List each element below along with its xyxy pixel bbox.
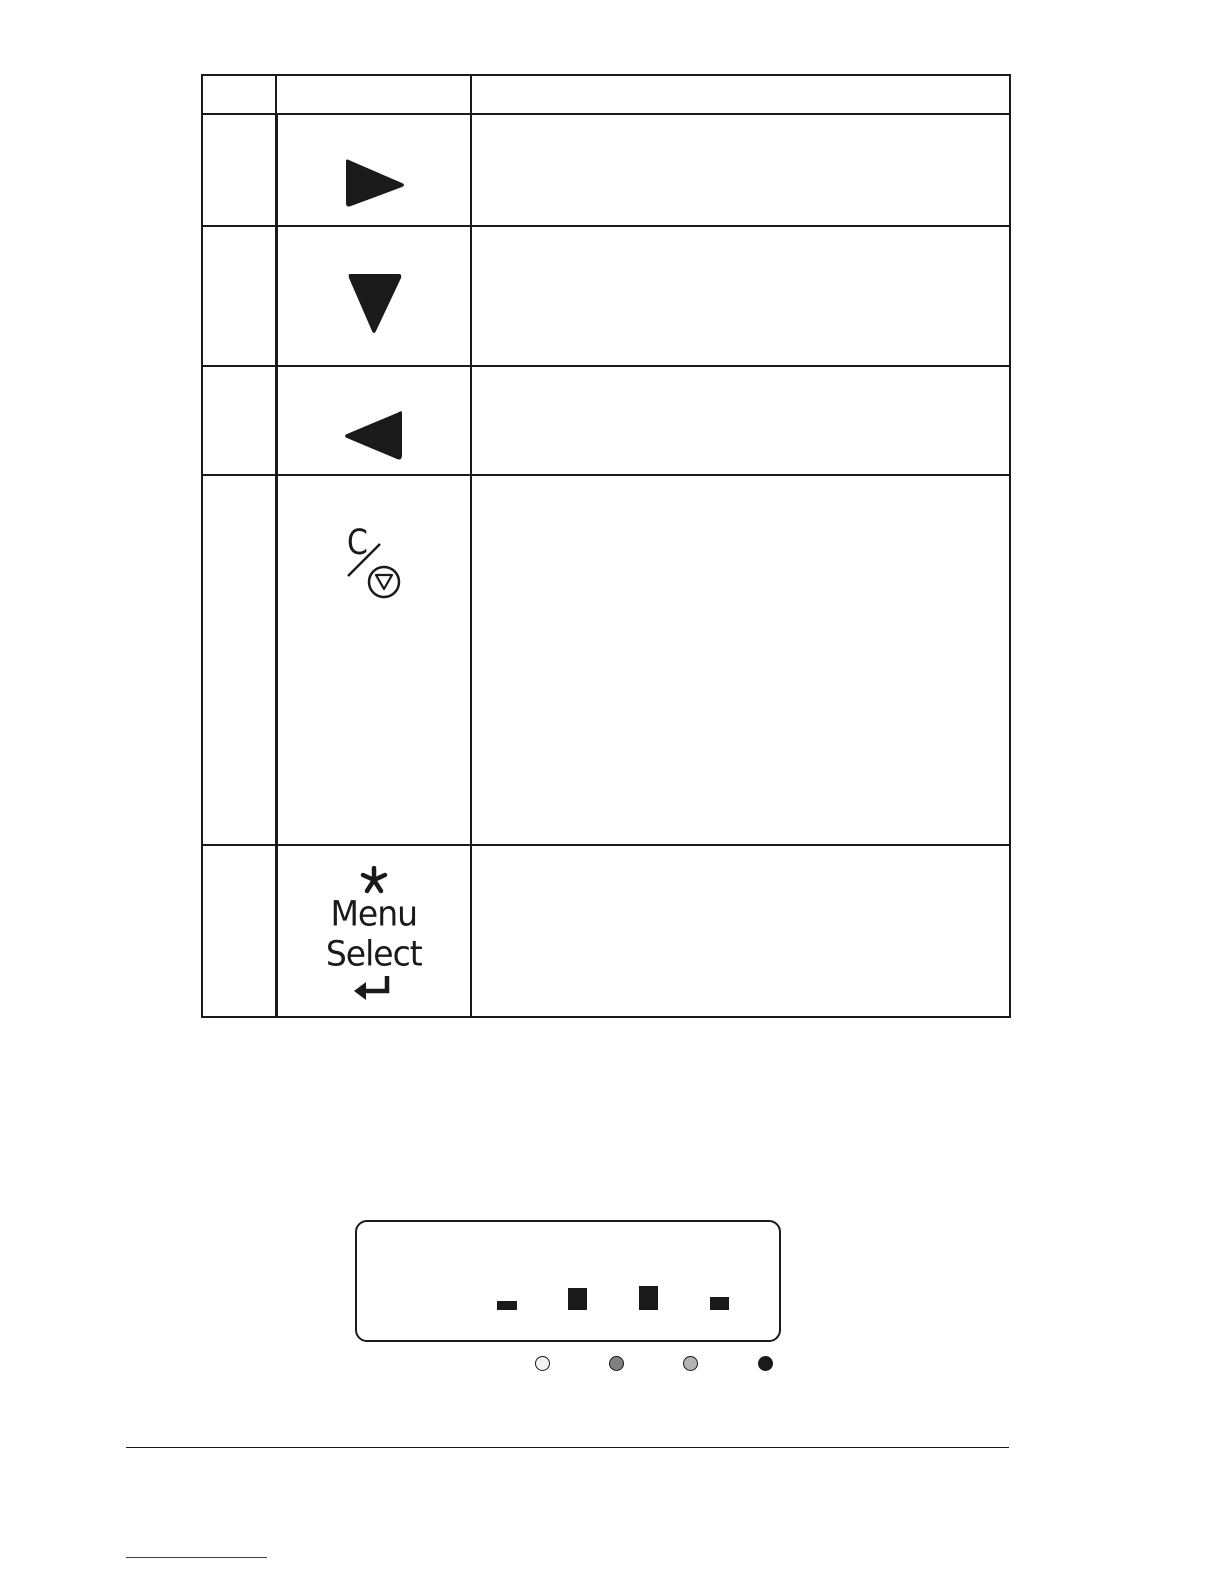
enter-arrow-icon xyxy=(351,974,397,1004)
row-number-cell xyxy=(202,226,276,366)
table-row xyxy=(202,475,1010,845)
description-cell xyxy=(471,366,1010,475)
header-cell-key xyxy=(276,75,471,114)
description-cell xyxy=(471,114,1010,226)
table-header-row xyxy=(202,75,1010,114)
header-cell-number xyxy=(202,75,276,114)
description-cell xyxy=(471,475,1010,845)
footer-divider xyxy=(126,1447,1009,1448)
status-led xyxy=(758,1356,773,1371)
table-row xyxy=(202,114,1010,226)
description-cell xyxy=(471,226,1010,366)
toner-level-bar xyxy=(639,1286,658,1310)
left-triangle-icon xyxy=(278,367,473,472)
toner-level-bar xyxy=(710,1297,729,1310)
asterisk-icon xyxy=(354,866,394,894)
cancel-stop-icon xyxy=(278,476,473,616)
menu-label: Menu xyxy=(330,893,418,934)
down-triangle-icon xyxy=(278,227,473,363)
row-number-cell xyxy=(202,475,276,845)
footer-link-underline[interactable] xyxy=(126,1557,267,1558)
lcd-status-display xyxy=(355,1220,781,1342)
table-row xyxy=(202,845,1010,1017)
status-led xyxy=(683,1356,698,1371)
cancel-key-label: C xyxy=(346,521,368,563)
row-number-cell xyxy=(202,114,276,226)
control-keys-table xyxy=(201,74,1011,1018)
status-led xyxy=(535,1356,550,1371)
select-label: Select xyxy=(325,933,422,974)
status-led xyxy=(609,1356,624,1371)
table-row xyxy=(202,226,1010,366)
key-cell xyxy=(276,366,471,475)
key-cell xyxy=(276,845,471,1017)
description-cell xyxy=(471,845,1010,1017)
row-number-cell xyxy=(202,366,276,475)
menu-select-icon xyxy=(278,846,471,1004)
key-cell xyxy=(276,226,471,366)
right-triangle-icon xyxy=(278,115,473,223)
row-number-cell xyxy=(202,845,276,1017)
toner-level-bar xyxy=(568,1288,587,1310)
header-cell-description xyxy=(471,75,1010,114)
toner-level-bar xyxy=(497,1301,517,1310)
table-row xyxy=(202,366,1010,475)
key-cell xyxy=(276,114,471,226)
key-cell xyxy=(276,475,471,845)
